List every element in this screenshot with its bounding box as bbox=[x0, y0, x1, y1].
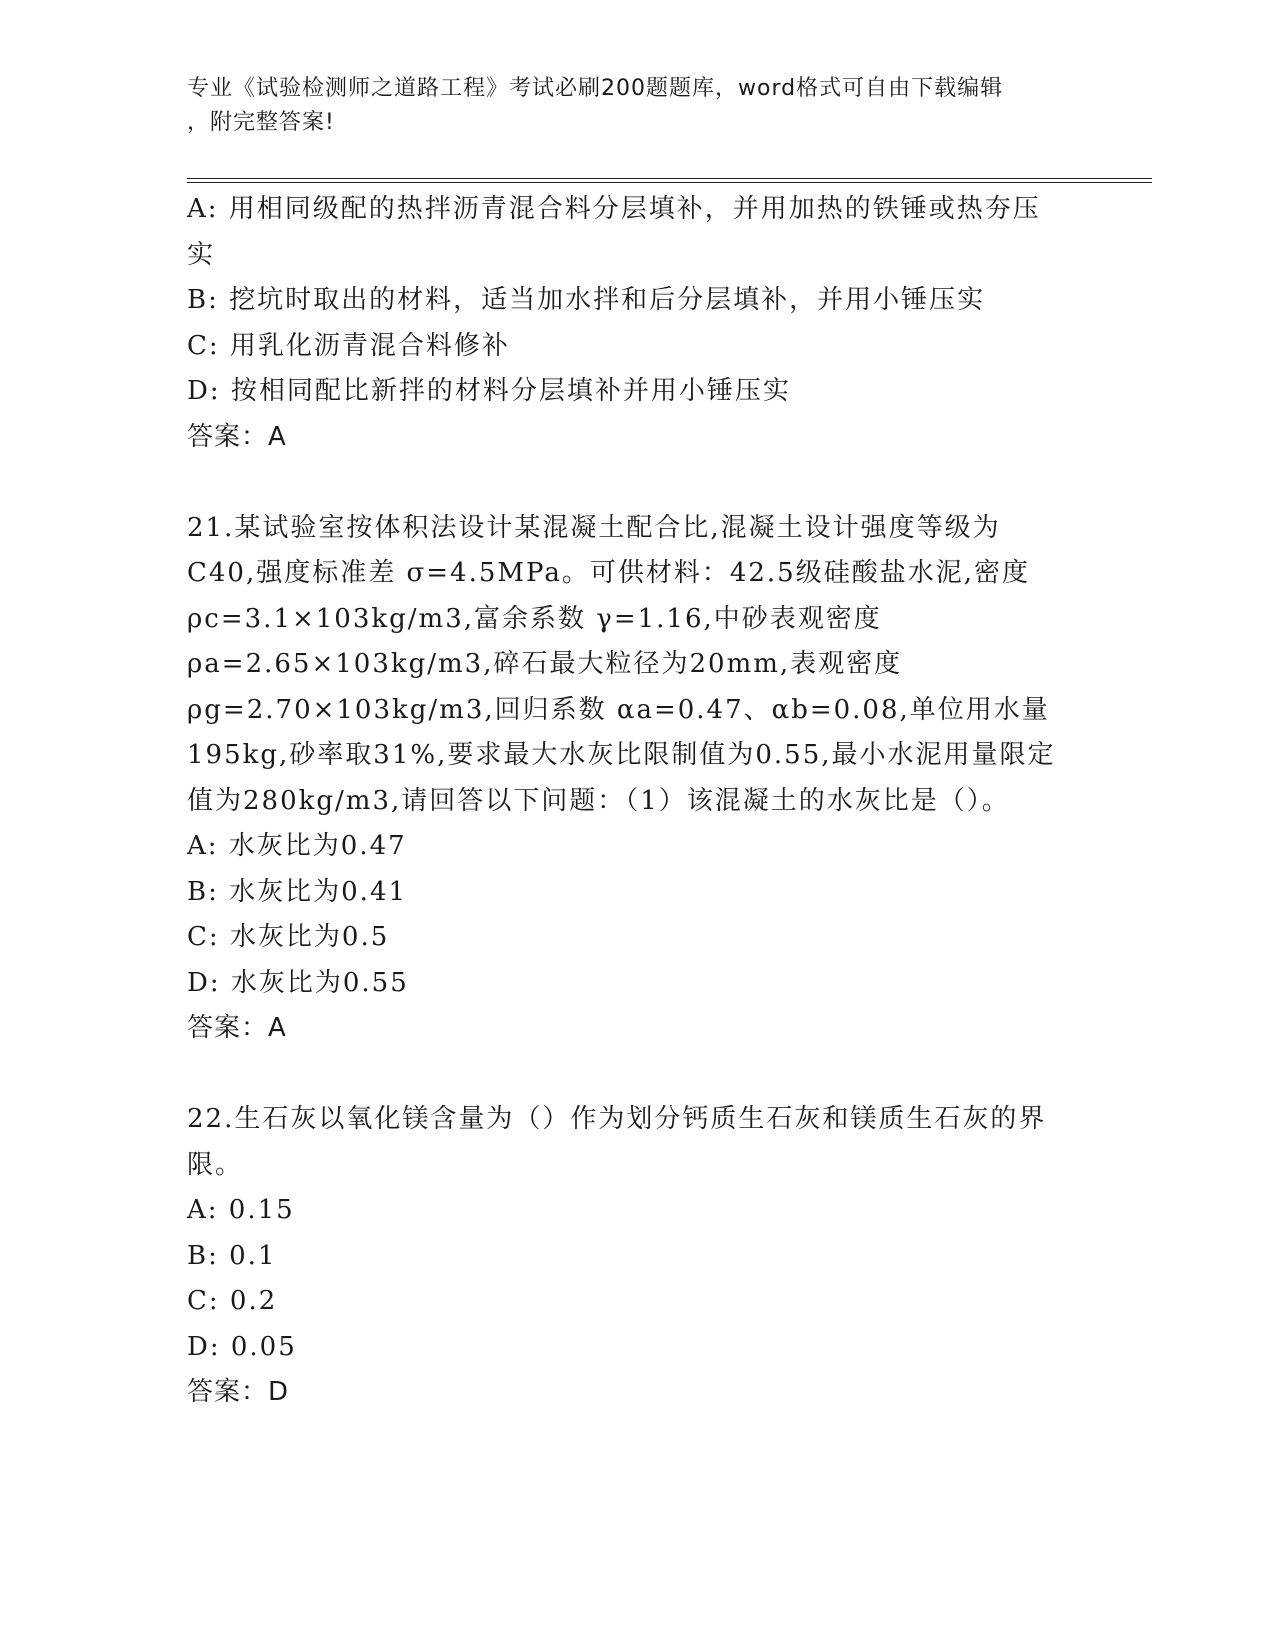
question-22-block bbox=[187, 1097, 1087, 1416]
q22-stem-line-2: 限。 bbox=[187, 1149, 244, 1180]
q22-answer: 答案：D bbox=[187, 1377, 290, 1407]
page-header bbox=[187, 72, 1087, 140]
q21-stem-line: 值为280kg/m3,请回答以下问题：（1）该混凝土的水灰比是（）。 bbox=[187, 785, 1010, 816]
q20-option-a: A: 用相同级配的热拌沥青混合料分层填补，并用加热的铁锤或热夯压 bbox=[187, 194, 1041, 224]
q21-stem-line: ρg=2.70×103kg/m3,回归系数 αa=0.47、αb=0.08,单位用水量 bbox=[187, 694, 1050, 725]
q21-stem-line: 21.某试验室按体积法设计某混凝土配合比,混凝土设计强度等级为 bbox=[187, 512, 1001, 543]
spacer bbox=[187, 1052, 1087, 1098]
q20-option-c: C: 用乳化沥青混合料修补 bbox=[187, 330, 510, 361]
q22-stem-line-1: 22.生石灰以氧化镁含量为（）作为划分钙质生石灰和镁质生石灰的界 bbox=[187, 1104, 1047, 1134]
q20-answer: 答案：A bbox=[187, 421, 287, 452]
header-line-2: ，附完整答案! bbox=[187, 110, 335, 135]
header-divider bbox=[187, 178, 1152, 183]
q21-option-d: D: 水灰比为0.55 bbox=[187, 967, 409, 998]
q20-option-a-cont: 实 bbox=[187, 239, 216, 270]
q22-option-d: D: 0.05 bbox=[187, 1331, 297, 1362]
q22-option-c: C: 0.2 bbox=[187, 1286, 278, 1316]
q22-option-b: B: 0.1 bbox=[187, 1240, 277, 1271]
q21-answer: 答案：A bbox=[187, 1013, 287, 1043]
q20-option-b: B: 挖坑时取出的材料，适当加水拌和后分层填补，并用小锤压实 bbox=[187, 285, 986, 315]
question-21-block bbox=[187, 506, 1087, 1052]
q21-stem-line: C40,强度标准差 σ=4.5MPa。可供材料：42.5级硅酸盐水泥,密度 bbox=[187, 558, 1030, 588]
q21-stem-line: 195kg,砂率取31%,要求最大水灰比限制值为0.55,最小水泥用量限定 bbox=[187, 740, 1056, 770]
q20-option-d: D: 按相同配比新拌的材料分层填补并用小锤压实 bbox=[187, 376, 791, 406]
spacer bbox=[187, 460, 1087, 506]
header-line-1: 专业《试验检测师之道路工程》考试必刷200题题库，word格式可自由下载编辑 bbox=[187, 76, 1004, 101]
q21-option-a: A: 水灰比为0.47 bbox=[187, 831, 407, 861]
q21-stem-line: ρc=3.1×103kg/m3,富余系数 γ=1.16,中砂表观密度 bbox=[187, 603, 882, 634]
q22-option-a: A: 0.15 bbox=[187, 1195, 295, 1225]
question-content bbox=[187, 187, 1087, 1416]
q21-option-b: B: 水灰比为0.41 bbox=[187, 876, 408, 907]
q21-option-c: C: 水灰比为0.5 bbox=[187, 922, 390, 952]
q21-stem-line: ρa=2.65×103kg/m3,碎石最大粒径为20mm,表观密度 bbox=[187, 649, 903, 679]
question-20-block bbox=[187, 187, 1087, 460]
